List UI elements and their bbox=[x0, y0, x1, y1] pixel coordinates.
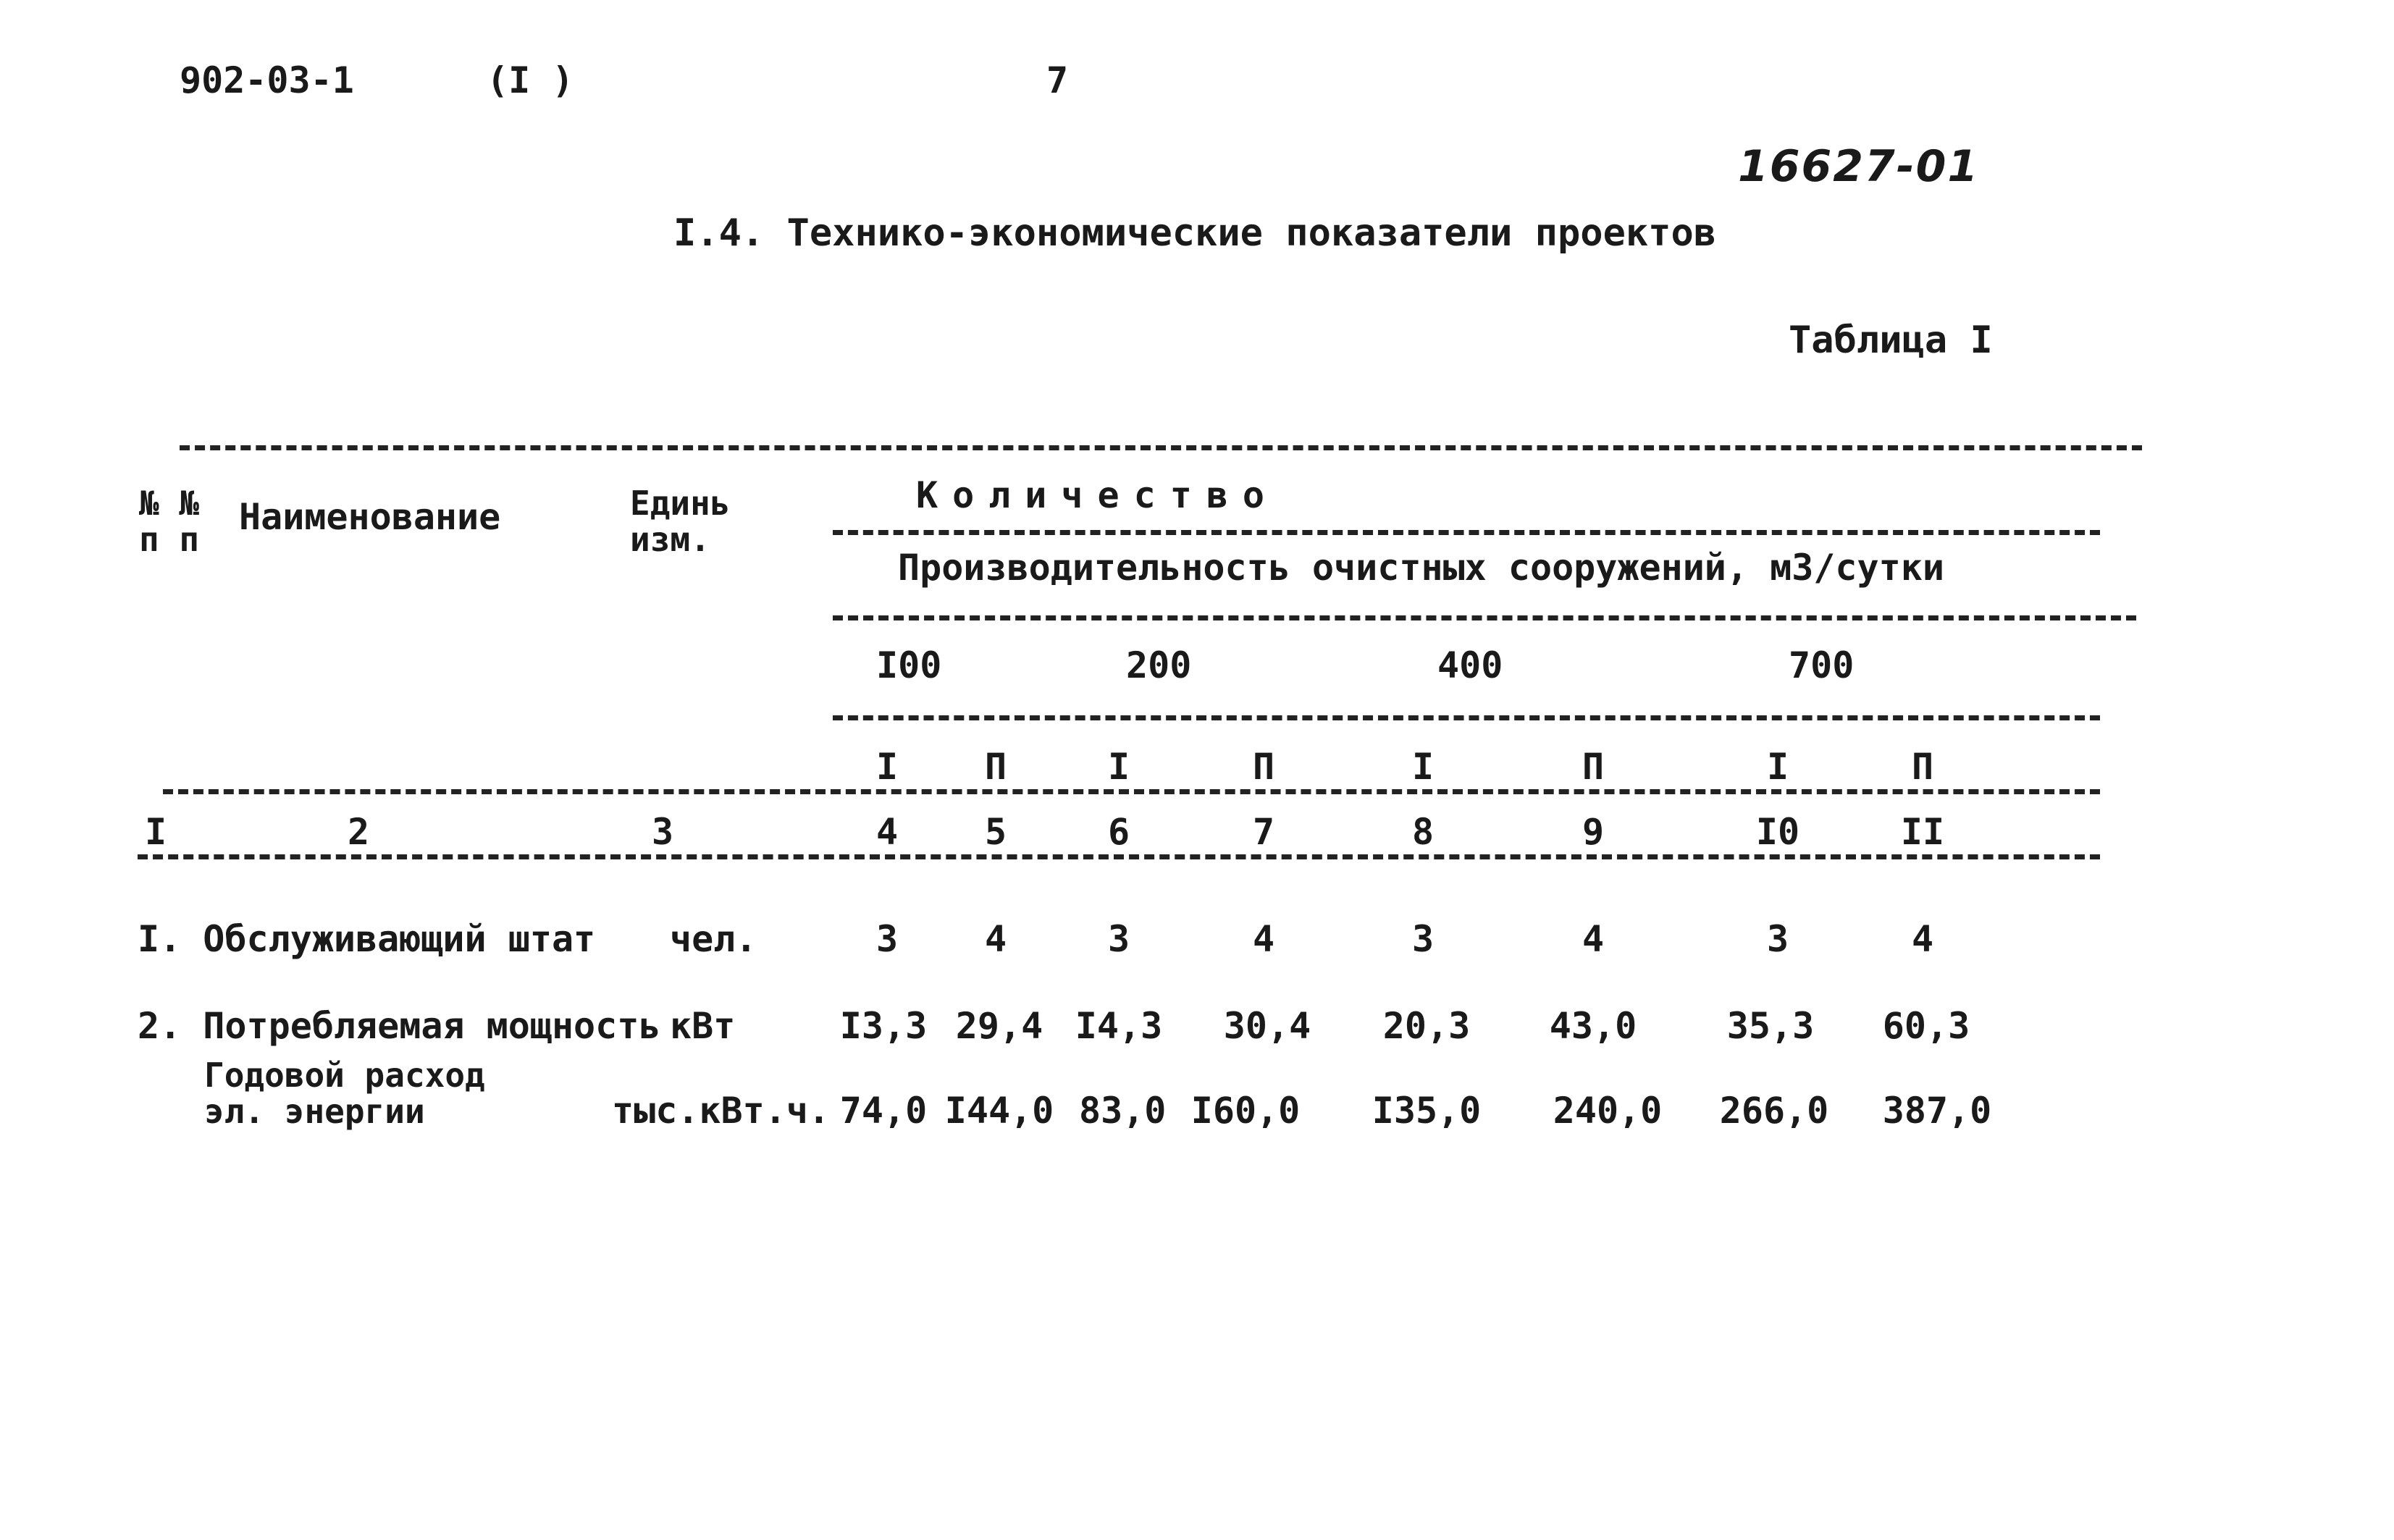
column-number: II bbox=[1900, 811, 1945, 853]
variant-cell: П bbox=[1911, 746, 1934, 788]
row-value: 29,4 bbox=[955, 1005, 1043, 1047]
row-unit: чел. bbox=[670, 918, 757, 960]
row-value: 3 bbox=[1766, 918, 1789, 960]
row-value: 3 bbox=[875, 918, 899, 960]
document-code: 902-03-1 bbox=[180, 59, 354, 101]
variants-rule bbox=[163, 789, 2100, 794]
column-number: 6 bbox=[1107, 811, 1130, 853]
row-value: 74,0 bbox=[839, 1090, 928, 1132]
quantity-label: Количество bbox=[916, 474, 1280, 516]
variant-cell: П bbox=[1582, 746, 1605, 788]
variant-cell: I bbox=[1107, 746, 1130, 788]
row-label-line1: Годовой расход bbox=[204, 1056, 485, 1095]
row-label-line2: эл. энергии bbox=[204, 1092, 425, 1131]
row-value: 43,0 bbox=[1549, 1005, 1637, 1047]
row-value: 60,3 bbox=[1882, 1005, 1970, 1047]
capacity-values-rule bbox=[833, 715, 2100, 720]
column-number: I0 bbox=[1755, 811, 1800, 853]
col-unit-label-line1: Единь bbox=[630, 484, 731, 523]
column-number: 5 bbox=[984, 811, 1007, 853]
col-num-label-line1: № № bbox=[139, 484, 200, 523]
row-value: 4 bbox=[1252, 918, 1275, 960]
section-title: I.4. Технико-экономические показатели проектов bbox=[673, 211, 1717, 255]
table-caption: Таблица I bbox=[1789, 319, 1993, 362]
row-value: I3,3 bbox=[839, 1005, 928, 1047]
row-value: I44,0 bbox=[944, 1090, 1054, 1132]
row-value: 83,0 bbox=[1079, 1090, 1167, 1132]
column-numbers-rule bbox=[138, 854, 2100, 859]
row-unit: кВт bbox=[670, 1005, 736, 1047]
row-unit: тыс.кВт.ч. bbox=[612, 1090, 831, 1132]
variant-cell: П bbox=[1252, 746, 1275, 788]
document-part: (I ) bbox=[487, 59, 574, 101]
capacity-400: 400 bbox=[1437, 644, 1503, 686]
col-name-label: Наименование bbox=[239, 496, 501, 538]
column-number: 4 bbox=[875, 811, 899, 853]
row-value: I35,0 bbox=[1372, 1090, 1482, 1132]
page-number: 7 bbox=[1046, 59, 1069, 101]
capacity-100: I00 bbox=[876, 644, 942, 686]
row-value: 4 bbox=[1911, 918, 1934, 960]
col-unit-label-line2: изм. bbox=[630, 520, 710, 559]
column-number: 2 bbox=[347, 811, 370, 853]
capacity-rule bbox=[833, 615, 2136, 620]
row-value: 387,0 bbox=[1882, 1090, 1992, 1132]
row-value: 4 bbox=[984, 918, 1007, 960]
row-value: 3 bbox=[1107, 918, 1130, 960]
row-value: 30,4 bbox=[1223, 1005, 1311, 1047]
row-value: 35,3 bbox=[1726, 1005, 1815, 1047]
row-value: 240,0 bbox=[1553, 1090, 1663, 1132]
row-label: I. Обслуживающий штат bbox=[138, 918, 596, 960]
row-label: 2. Потребляемая мощность bbox=[138, 1005, 661, 1047]
col-num-label bbox=[139, 485, 199, 557]
row-value: 266,0 bbox=[1719, 1090, 1829, 1132]
row-value: I4,3 bbox=[1075, 1005, 1163, 1047]
row-value: 3 bbox=[1411, 918, 1435, 960]
row-value: 20,3 bbox=[1382, 1005, 1471, 1047]
col-num-label-line2: п п bbox=[139, 520, 200, 559]
capacity-label: Производительность очистных сооружений, м3/сутки bbox=[898, 547, 1944, 589]
capacity-700: 700 bbox=[1789, 644, 1855, 686]
column-number: 9 bbox=[1582, 811, 1605, 853]
variant-cell: I bbox=[1766, 746, 1789, 788]
variant-cell: П bbox=[984, 746, 1007, 788]
column-number: 7 bbox=[1252, 811, 1275, 853]
table-top-rule bbox=[180, 445, 2142, 450]
variant-cell: I bbox=[875, 746, 899, 788]
column-number: I bbox=[144, 811, 167, 853]
inventory-number: 16627-01 bbox=[1738, 141, 1980, 192]
column-number: 3 bbox=[651, 811, 674, 853]
variant-cell: I bbox=[1411, 746, 1435, 788]
col-unit-label bbox=[630, 485, 730, 557]
row-value: I60,0 bbox=[1190, 1090, 1301, 1132]
row-label bbox=[204, 1057, 485, 1129]
quantity-rule bbox=[833, 530, 2100, 535]
capacity-200: 200 bbox=[1126, 644, 1192, 686]
column-number: 8 bbox=[1411, 811, 1435, 853]
row-value: 4 bbox=[1582, 918, 1605, 960]
